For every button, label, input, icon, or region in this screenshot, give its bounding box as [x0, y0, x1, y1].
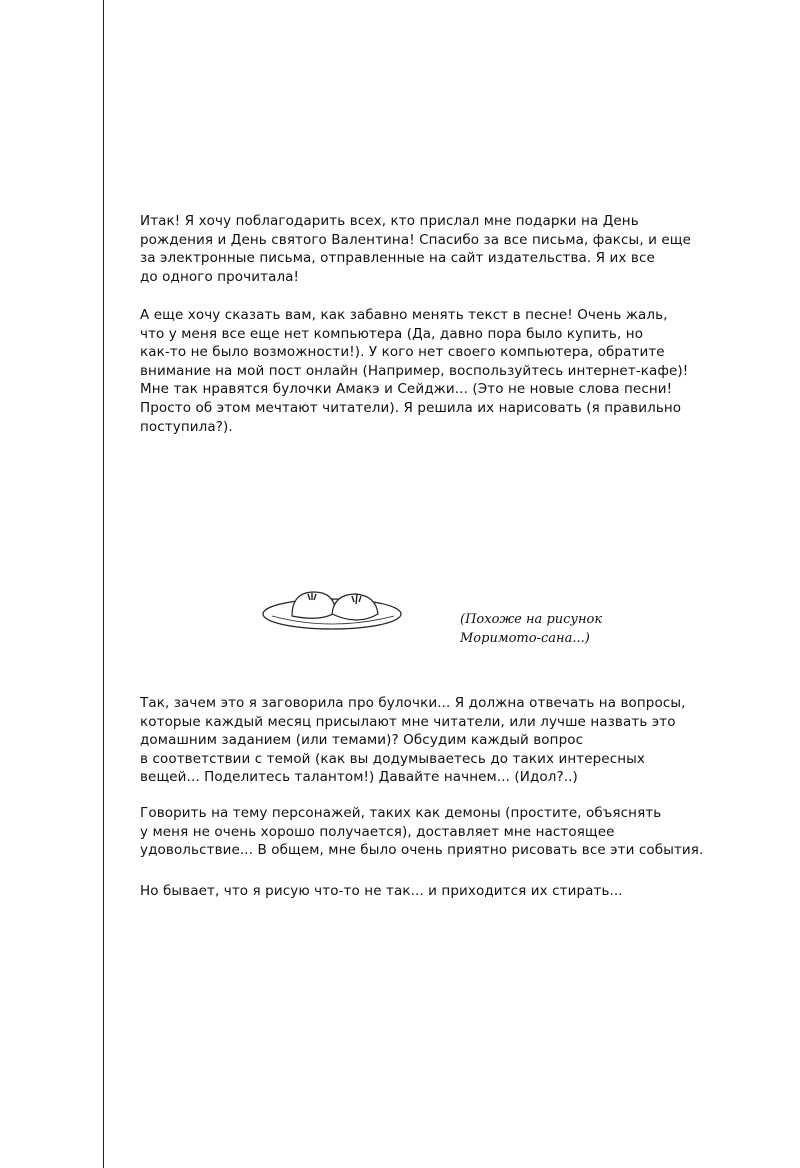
paragraph-questions: Так, зачем это я заговорила про булочки... Я должна отвечать на вопросы, которые каждый месяц присылают мне читатели, или лучше назвать это домашним заданием (или темами)? Обсудим каждый вопрос в соответствии с темой (как вы додумываетесь до таких интересных вещей... Поделитесь талантом!) Давайте начнем... (Идол?..) [140, 695, 686, 786]
buns-on-plate-drawing [262, 580, 412, 640]
drawing-caption: (Похоже на рисунок Моримото-сана...) [460, 612, 603, 646]
paragraph-song-text: А еще хочу сказать вам, как забавно менять текст в песне! Очень жаль, что у меня все еще нет компьютера (Да, давно пора было купить, но как-то не было возможности!). У кого нет своего компьютера, обратите внимание на мой пост онлайн (Например, воспользуйтесь интернет-кафе)! Мне так нравятся булочки Амакэ и Сейджи... (Это не новые слова песни! Просто об этом мечтают читатели). Я решила их нарисовать (я правильно поступила?). [140, 307, 689, 435]
paragraph-characters: Говорить на тему персонажей, таких как демоны (простите, объяснять у меня не очень хорошо получается), доставляет мне настоящее удовольствие... В общем, мне было очень приятно рисовать все эти события. [140, 805, 704, 859]
paragraph-erasing: Но бывает, что я рисую что-то не так... и приходится их стирать... [140, 883, 623, 899]
paragraph-thanks: Итак! Я хочу поблагодарить всех, кто прислал мне подарки на День рождения и День святого Валентина! Спасибо за все письма, факсы, и еще за электронные письма, отправленные на сайт издательства. Я их все до одного прочитала! [140, 213, 691, 285]
page-margin-line [103, 0, 104, 1168]
